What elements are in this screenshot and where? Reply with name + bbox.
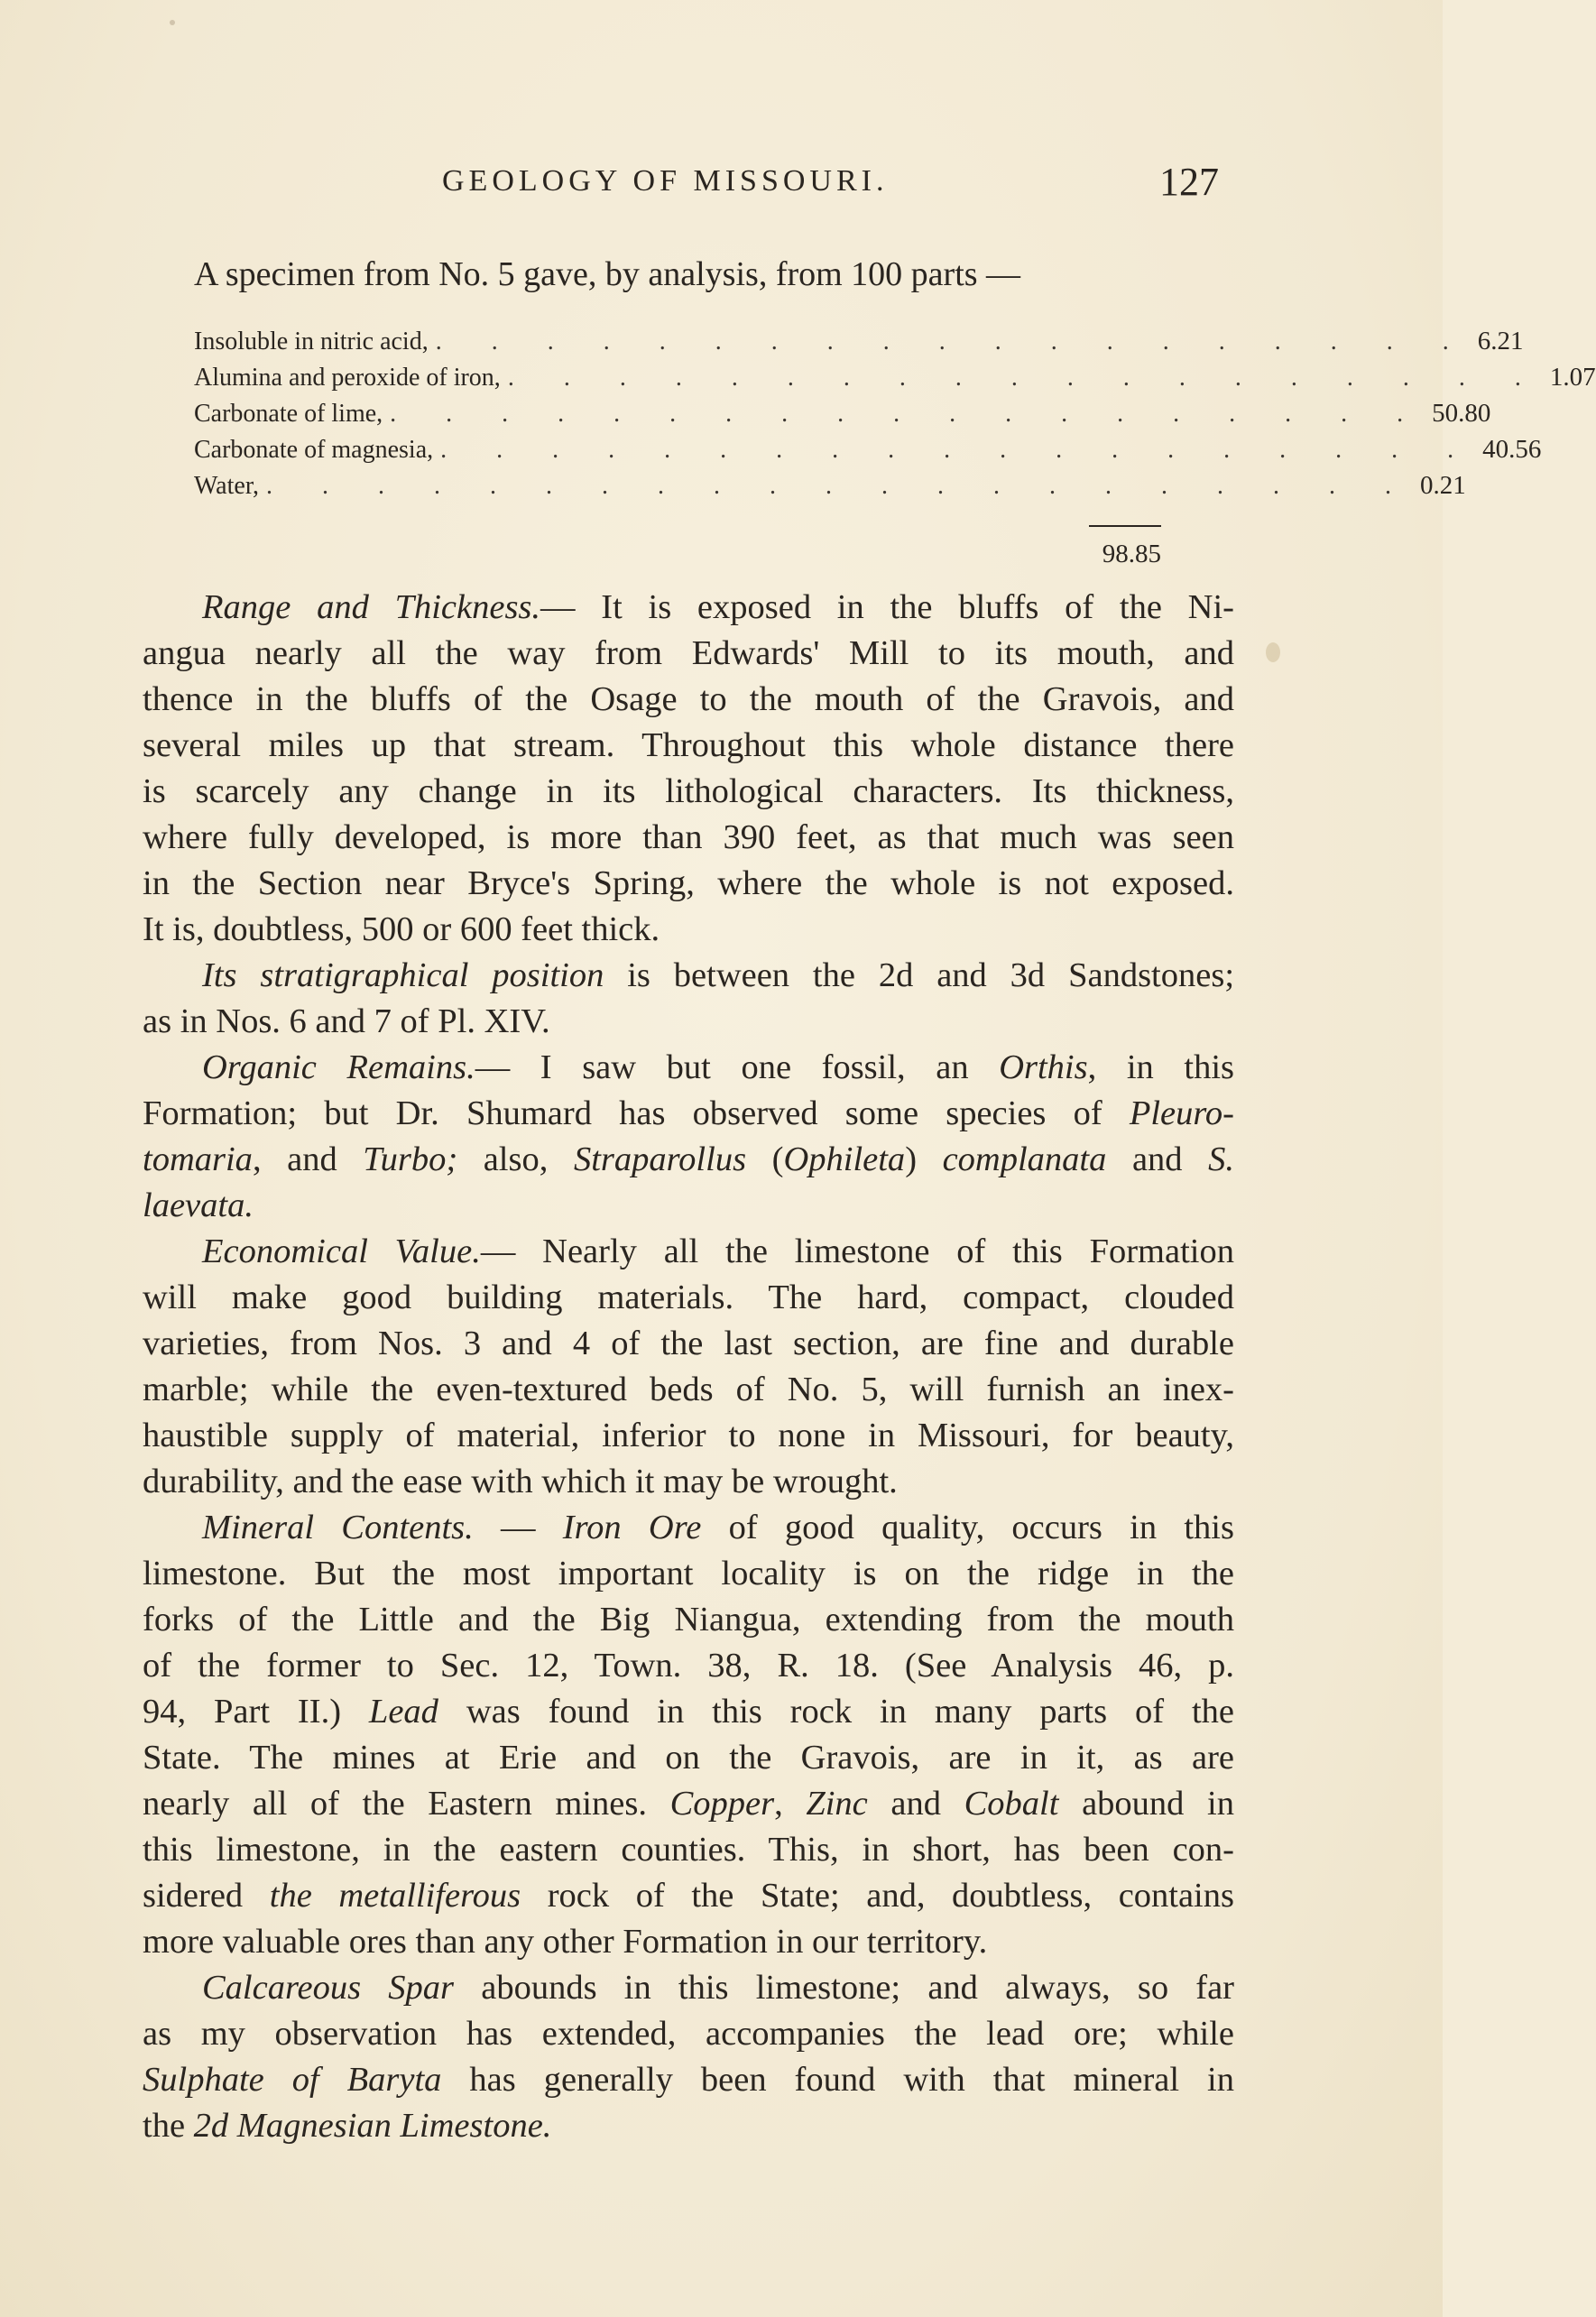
text-line: sidered the metalliferous rock of the State; and, doubtless, contains bbox=[143, 1877, 1234, 1915]
analysis-row bbox=[194, 320, 1524, 356]
analysis-label: Alumina and peroxide of iron, bbox=[194, 364, 501, 392]
analysis-label: Carbonate of magnesia, bbox=[194, 436, 434, 464]
text-line: thence in the bluffs of the Osage to the mouth of the Gravois, and bbox=[143, 680, 1234, 718]
section-heading: Calcareous Spar bbox=[202, 1969, 455, 2007]
analysis-row bbox=[194, 356, 1596, 392]
text-line: several miles up that stream. Throughout this whole distance there bbox=[143, 726, 1234, 764]
analysis-value: 1.07 bbox=[1549, 363, 1596, 392]
analysis-label: Carbonate of lime, bbox=[194, 400, 383, 428]
paper-speck bbox=[170, 20, 175, 25]
text-line: the 2d Magnesian Limestone. bbox=[143, 2107, 552, 2145]
text-line: varieties, from Nos. 3 and 4 of the last section, are fine and durable bbox=[143, 1325, 1234, 1362]
analysis-row bbox=[194, 429, 1542, 465]
analysis-value: 6.21 bbox=[1477, 327, 1524, 355]
analysis-value: 0.21 bbox=[1420, 471, 1466, 500]
sum-rule bbox=[1089, 525, 1161, 527]
body-text bbox=[143, 585, 1234, 2149]
page-number: 127 bbox=[1159, 160, 1219, 204]
text-line: forks of the Little and the Big Niangua, extending from the mouth bbox=[143, 1601, 1234, 1639]
section-heading: Mineral Contents. bbox=[202, 1509, 474, 1546]
text-line: this limestone, in the eastern counties. This, in short, has been con- bbox=[143, 1831, 1234, 1869]
text-line: Economical Value.— Nearly all the limestone of this Formation bbox=[202, 1232, 1234, 1270]
text-line: State. The mines at Erie and on the Gravois, are in it, as are bbox=[143, 1739, 1234, 1777]
text-line: Formation; but Dr. Shumard has observed some species of Pleuro- bbox=[143, 1094, 1234, 1132]
leader-dots: . . . . . . . . . . . . . . . . . . . . . bbox=[266, 472, 1414, 500]
text-line: Sulphate of Baryta has generally been found with that mineral in bbox=[143, 2061, 1234, 2099]
text-line: where fully developed, is more than 390 feet, as that much was seen bbox=[143, 818, 1234, 856]
leader-dots: . . . . . . . . . . . . . . . . . . . bbox=[507, 364, 1543, 392]
text-line: Mineral Contents. — Iron Ore of good quality, occurs in this bbox=[202, 1509, 1234, 1546]
leader-dots: . . . . . . . . . . . . . . . . . . . bbox=[435, 328, 1471, 355]
text-line: is scarcely any change in its lithological characters. Its thickness, bbox=[143, 772, 1234, 810]
analysis-intro: A specimen from No. 5 gave, by analysis, from 100 parts — bbox=[194, 255, 1021, 293]
text-line: Range and Thickness.— It is exposed in the bluffs of the Ni- bbox=[202, 588, 1234, 626]
text-line: haustible supply of material, inferior to none in Missouri, for beauty, bbox=[143, 1417, 1234, 1454]
section-heading: Economical Value. bbox=[202, 1232, 481, 1270]
text-line: It is, doubtless, 500 or 600 feet thick. bbox=[143, 910, 660, 948]
text-line: will make good building materials. The hard, compact, clouded bbox=[143, 1279, 1234, 1316]
text-line: 94, Part II.) Lead was found in this rock in many parts of the bbox=[143, 1693, 1234, 1731]
text-line: in the Section near Bryce's Spring, where the whole is not exposed. bbox=[143, 864, 1234, 902]
analysis-table bbox=[194, 320, 1596, 501]
section-heading: Organic Remains. bbox=[202, 1048, 475, 1086]
section-heading: Its stratigraphical position bbox=[202, 956, 604, 994]
text-line: limestone. But the most important locality is on the ridge in the bbox=[143, 1555, 1234, 1592]
text-line: as in Nos. 6 and 7 of Pl. XIV. bbox=[143, 1002, 550, 1040]
paper-stain bbox=[1266, 642, 1280, 662]
analysis-row bbox=[194, 392, 1491, 429]
running-title: GEOLOGY OF MISSOURI. bbox=[442, 164, 889, 198]
text-line: as my observation has extended, accompanies the lead ore; while bbox=[143, 2015, 1234, 2053]
analysis-row bbox=[194, 465, 1466, 501]
analysis-label: Water, bbox=[194, 472, 260, 500]
text-line: laevata. bbox=[143, 1186, 254, 1224]
text-line: tomaria, and Turbo; also, Straparollus (Ophileta) complanata and S. bbox=[143, 1140, 1234, 1178]
text-line: of the former to Sec. 12, Town. 38, R. 18. (See Analysis 46, p. bbox=[143, 1647, 1234, 1685]
text-line: Organic Remains.— I saw but one fossil, an Orthis, in this bbox=[202, 1048, 1235, 1086]
analysis-value: 50.80 bbox=[1432, 399, 1491, 428]
text-line: angua nearly all the way from Edwards' Mill to its mouth, and bbox=[143, 634, 1234, 672]
text-line: Calcareous Spar abounds in this limestone; and always, so far bbox=[202, 1969, 1234, 2007]
text-line: Its stratigraphical position is between the 2d and 3d Sandstones; bbox=[202, 956, 1235, 994]
leader-dots: . . . . . . . . . . . . . . . . . . . bbox=[390, 400, 1425, 428]
analysis-label: Insoluble in nitric acid, bbox=[194, 328, 429, 355]
analysis-value: 40.56 bbox=[1482, 435, 1542, 464]
analysis-total: 98.85 bbox=[1102, 540, 1161, 568]
text-line: durability, and the ease with which it may be wrought. bbox=[143, 1463, 898, 1500]
leader-dots: . . . . . . . . . . . . . . . . . . . bbox=[440, 436, 1476, 464]
text-line: more valuable ores than any other Formation in our territory. bbox=[143, 1923, 988, 1961]
text-line: marble; while the even-textured beds of No. 5, will furnish an inex- bbox=[143, 1371, 1234, 1408]
text-line: nearly all of the Eastern mines. Copper, Zinc and Cobalt abound in bbox=[143, 1785, 1234, 1823]
section-heading: Range and Thickness. bbox=[202, 588, 541, 626]
